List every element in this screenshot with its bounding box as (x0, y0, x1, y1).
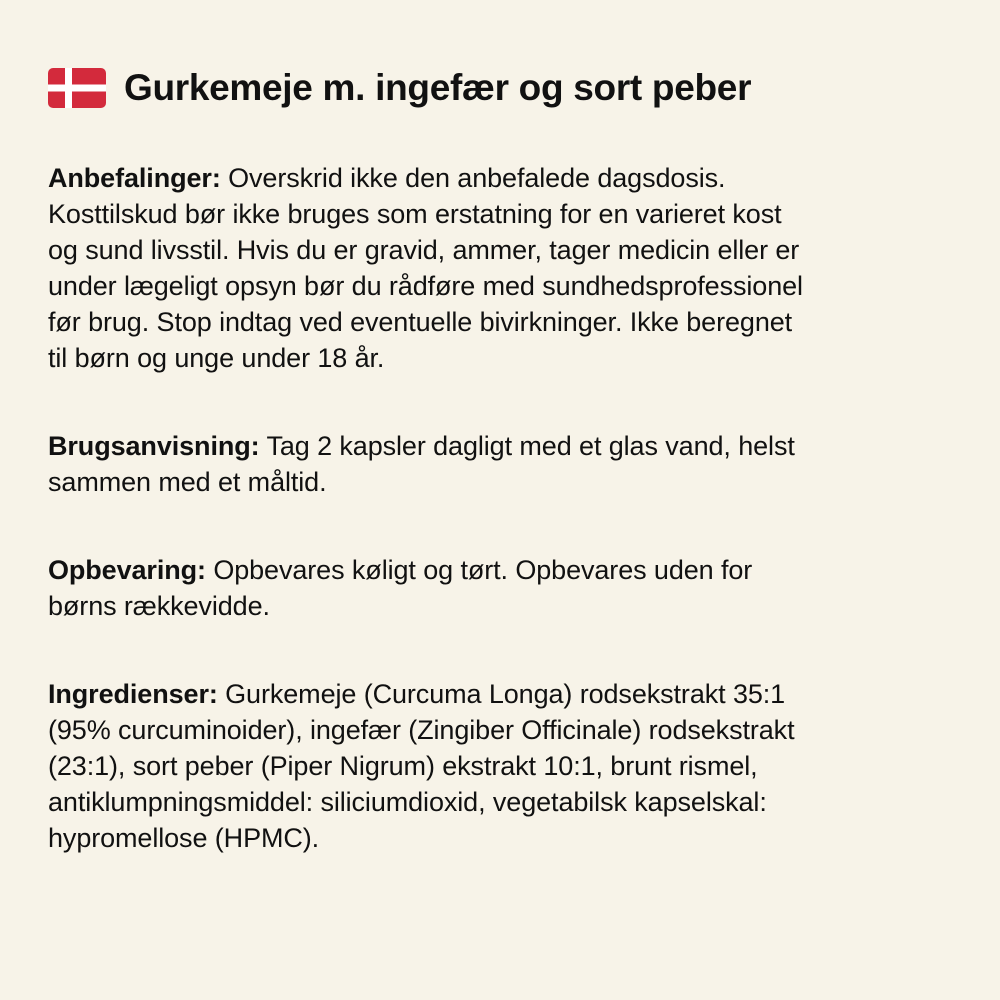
section-text: Gurkemeje (Curcuma Longa) rodsekstrakt 35:1 (217, 679, 786, 709)
section-text-line: antiklumpningsmiddel: siliciumdioxid, vegetabilsk kapselskal: (48, 787, 767, 817)
section-text: Tag 2 kapsler dagligt med et glas vand, helst (259, 431, 795, 461)
section-first-line (48, 552, 948, 588)
section-recommendations (48, 160, 948, 376)
section-first-line (48, 160, 948, 196)
section-text-line: sammen med et måltid. (48, 467, 327, 497)
section-text: Overskrid ikke den anbefalede dagsdosis. (220, 163, 726, 193)
section-ingredients (48, 676, 948, 856)
section-text-line: Kosttilskud bør ikke bruges som erstatning for en varieret kost (48, 199, 782, 229)
section-text-line: børns rækkevidde. (48, 591, 270, 621)
section-label: Anbefalinger: (48, 163, 221, 193)
section-text-line: (23:1), sort peber (Piper Nigrum) ekstrakt 10:1, brunt rismel, (48, 751, 758, 781)
section-storage (48, 552, 948, 624)
page-header (48, 66, 751, 110)
section-label: Brugsanvisning: (48, 431, 260, 461)
section-first-line (48, 428, 948, 464)
section-text-line: hypromellose (HPMC). (48, 823, 320, 853)
section-label: Opbevaring: (48, 555, 206, 585)
section-text-line: under lægeligt opsyn bør du rådføre med sundhedsprofessionel (48, 271, 803, 301)
section-text-line: før brug. Stop indtag ved eventuelle bivirkninger. Ikke beregnet (48, 307, 793, 337)
product-info (48, 160, 948, 908)
section-text: Opbevares køligt og tørt. Opbevares uden for (205, 555, 753, 585)
page-title: Gurkemeje m. ingefær og sort peber (124, 67, 752, 108)
section-label: Ingredienser: (48, 679, 218, 709)
section-text-line: og sund livsstil. Hvis du er gravid, ammer, tager medicin eller er (48, 235, 800, 265)
section-text-line: til børn og unge under 18 år. (48, 343, 385, 373)
denmark-flag-icon (48, 68, 106, 108)
section-usage (48, 428, 948, 500)
section-first-line (48, 676, 948, 712)
section-text-line: (95% curcuminoider), ingefær (Zingiber Officinale) rodsekstrakt (48, 715, 795, 745)
